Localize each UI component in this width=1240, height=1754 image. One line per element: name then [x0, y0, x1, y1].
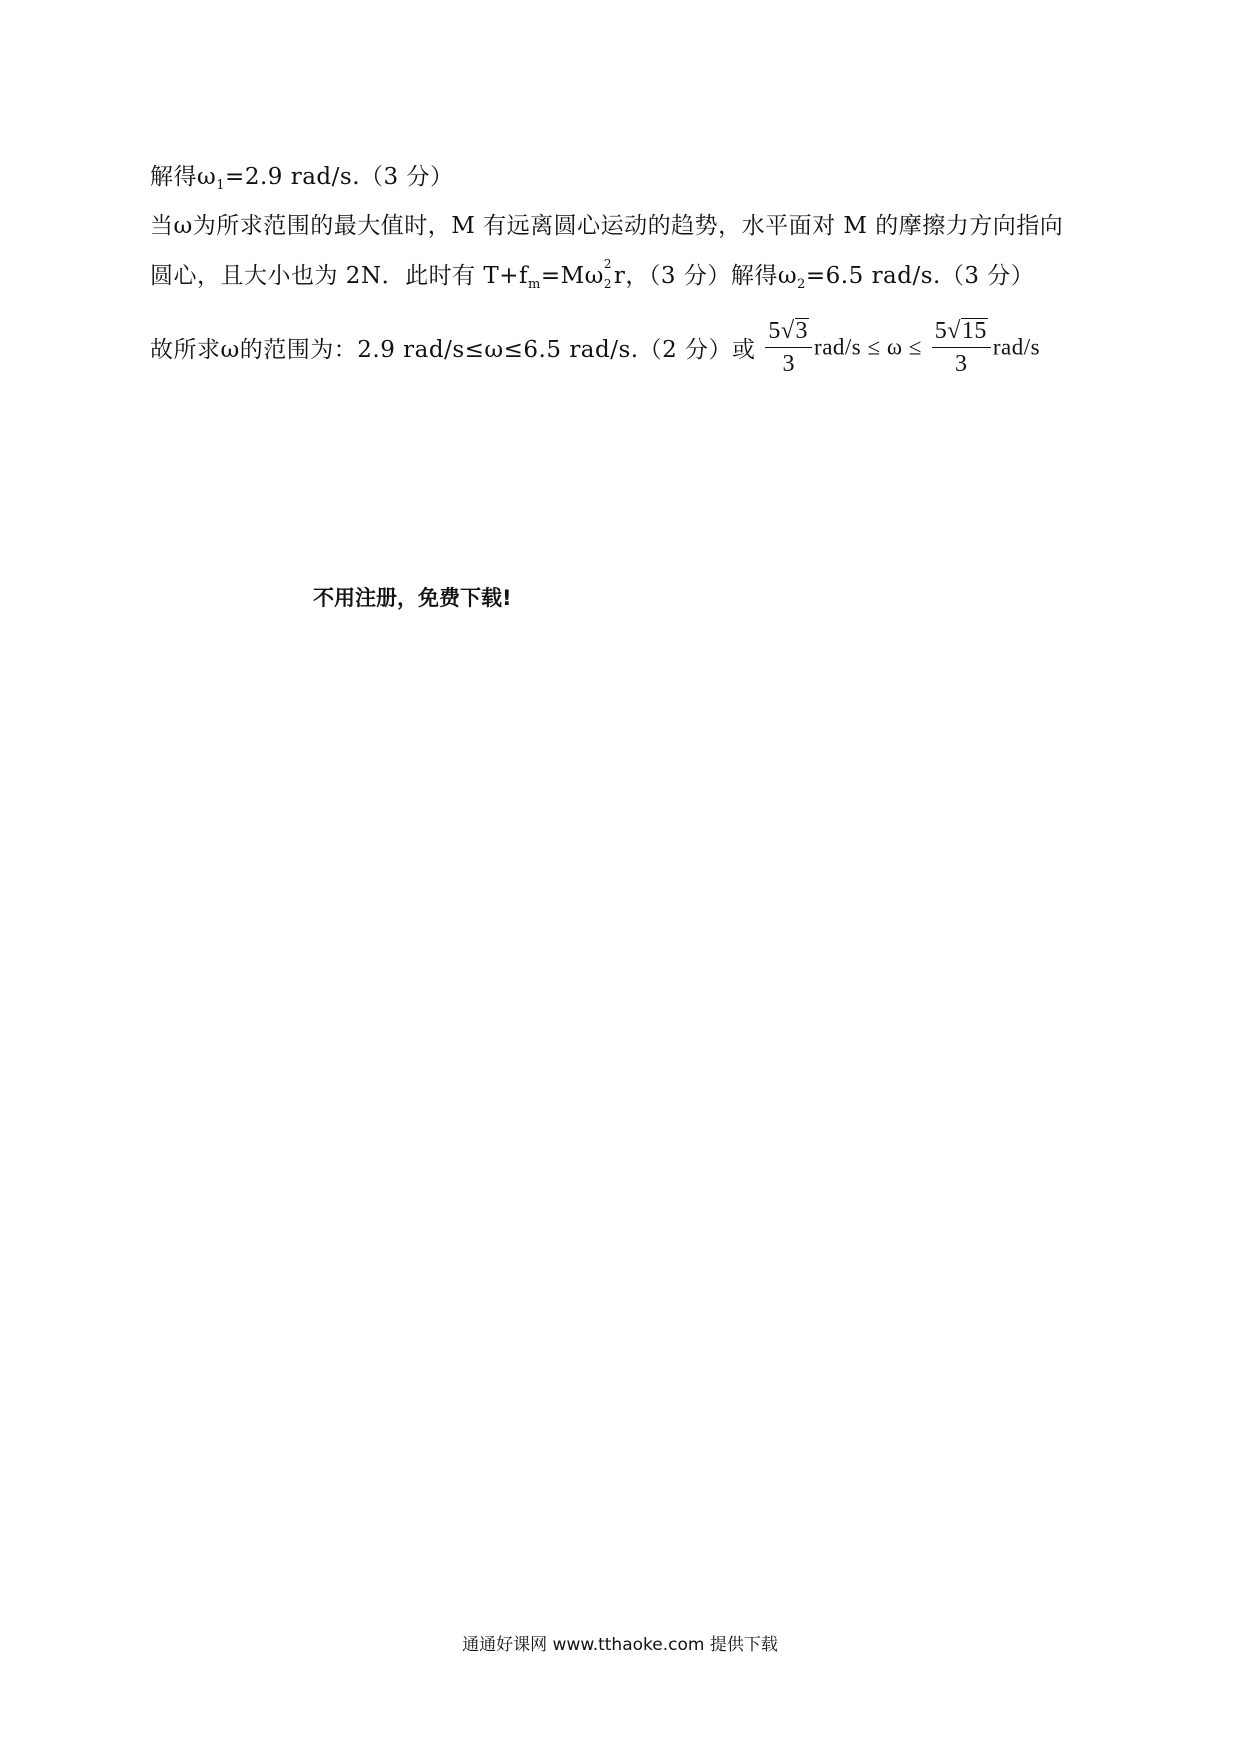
omega-subscript-1: 1 [216, 178, 226, 193]
sqrt-lower [781, 318, 809, 344]
lower-radicand: 3 [795, 318, 809, 344]
sqrt-sign-icon: √ [780, 318, 795, 344]
upper-coefficient: 5 [934, 318, 948, 344]
sqrt-sign-icon: √ [947, 318, 961, 344]
range-middle-text: rad/s ≤ ω ≤ [814, 334, 922, 360]
line1-text-b: =2.9 rad/s.（3 分） [225, 164, 454, 190]
lower-coefficient: 5 [768, 318, 781, 344]
omega-superscript-2: 2 [603, 257, 613, 271]
fraction-lower-bound [765, 318, 812, 377]
omega-super-sub [603, 257, 614, 291]
line3-text-b: =Mω [540, 263, 604, 289]
solution-line-4 [150, 318, 1040, 377]
omega-subscript-2b: 2 [797, 277, 806, 292]
free-download-notice: 不用注册，免费下载! [313, 586, 512, 610]
line3-text-c: r，（3 分）解得ω [613, 263, 798, 289]
fraction-upper-bound [932, 318, 991, 377]
solution-line-3 [150, 257, 1034, 292]
page-footer: 通通好课网 www.tthaoke.com 提供下载 [462, 1635, 778, 1655]
fraction-lower-numerator [765, 318, 812, 348]
sqrt-upper [947, 318, 988, 344]
line2-text: 当ω为所求范围的最大值时，M 有远离圆心运动的趋势，水平面对 M 的摩擦力方向指向 [150, 213, 1064, 239]
fraction-lower-denominator: 3 [782, 351, 795, 377]
line3-text-d: =6.5 rad/s.（3 分） [805, 263, 1035, 289]
friction-subscript-m: m [528, 277, 541, 292]
omega-subscript-2: 2 [603, 277, 613, 291]
solution-line-2 [150, 207, 1063, 240]
line1-text-a: 解得ω [150, 164, 217, 190]
solution-line-1 [150, 158, 453, 193]
fraction-upper-denominator: 3 [955, 351, 968, 377]
line4-text-a: 故所求ω的范围为：2.9 rad/s≤ω≤6.5 rad/s.（2 分）或 [150, 337, 756, 363]
upper-radicand: 15 [961, 318, 987, 344]
range-unit-text: rad/s [992, 334, 1041, 360]
fraction-upper-numerator [932, 318, 991, 348]
line3-text-a: 圆心，且大小也为 2N．此时有 T+f [150, 263, 529, 289]
